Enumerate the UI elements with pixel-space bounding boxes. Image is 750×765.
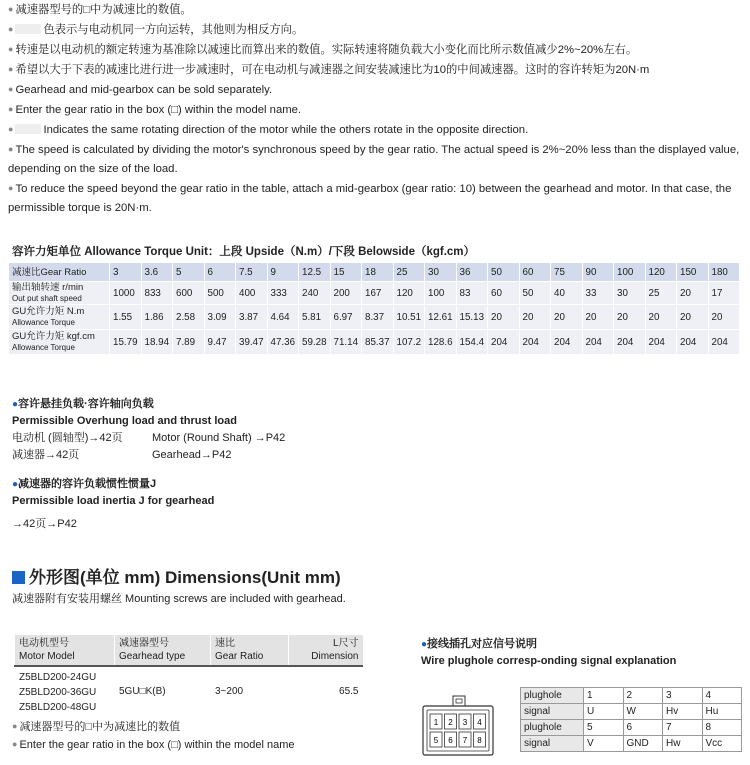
ratios-cell: 50 [488,263,520,282]
signal-cell: V [584,736,624,752]
dimensions-title: 外形图(单位 mm) Dimensions(Unit mm) [12,563,341,588]
nm-cell: 10.51 [393,305,425,330]
speeds-cell: 25 [645,282,677,305]
ratios-cell: 3.6 [141,263,173,282]
bullet-icon: ● [8,4,14,14]
speeds-cell: 100 [425,282,457,305]
speeds-cell: 1000 [110,282,142,305]
kgf-cell: 107.2 [393,330,425,355]
inertia-section [12,476,214,533]
speeds-cell: 120 [393,282,425,305]
nm-cell: 20 [582,305,614,330]
row-label-cell: plughole [521,688,584,704]
nm-cell: 15.13 [456,305,488,330]
pin-number: 8 [477,736,482,745]
bullet-icon: ● [8,84,14,94]
pin-number: 7 [462,736,468,745]
nm-cell: 4.64 [267,305,299,330]
speeds-cell: 20 [677,282,709,305]
note-item: ● 色表示与电动机同一方向运转，其他则为相反方向。 [8,24,304,36]
note-item: ● 减速器型号的□中为减速比的数值。 [8,4,192,16]
signal-cell: 3 [663,688,703,704]
kgf-cell: 15.79 [110,330,142,355]
ratios-cell: 100 [614,263,646,282]
speeds-cell: 333 [267,282,299,305]
kgf-cell: 71.14 [330,330,362,355]
ratios-cell: 75 [551,263,583,282]
bullet-icon: ● [12,399,19,410]
bullet-icon: ● [8,183,14,193]
table-row [521,720,742,736]
pin-number: 4 [477,718,482,727]
signal-cell: 5 [584,720,624,736]
kgf-cell: 39.47 [236,330,268,355]
speeds-cell: 30 [614,282,646,305]
footer-note-en: ● Enter the gear ratio in the box (□) within the model name [12,739,295,751]
ratios-cell: 90 [582,263,614,282]
speeds-cell: 60 [488,282,520,305]
speeds-cell: 83 [456,282,488,305]
ratios-cell: 6 [204,263,236,282]
nm-cell: 20 [488,305,520,330]
header-dimension: L尺寸 Dimension [289,635,363,666]
torque-table [8,262,740,355]
ratios-cell: 15 [330,263,362,282]
nm-cell: 20 [614,305,646,330]
torque-nm-label: GU允许力矩 N.m Allowance Torque [9,305,110,330]
kgf-cell: 204 [488,330,520,355]
dimensions-subtitle: 减速器附有安装用螺丝 Mounting screws are included with gearhead. [12,593,346,605]
ratios-cell: 36 [456,263,488,282]
overhung-heading-en: Permissible Overhung load and thrust load [12,415,237,427]
ratios-cell: 150 [677,263,709,282]
pin-number: 5 [433,736,439,745]
signal-cell: Hv [663,704,703,720]
header-gearhead-type: 减速器型号 Gearhead type [115,635,211,666]
note-item: ● To reduce the speed beyond the gear ratio in the table, attach a mid-gearbox (gear ratio: 10) between the gearhead and motor. In that case, the permissible torque is 20N·m. [8,183,732,214]
torque-kgf-label: GU允许力矩 kgf.cm Allowance Torque [9,330,110,355]
torque-table-title: 容许力矩单位 Allowance Torque Unit：上段 Upside（N.m）/下段 Belowside（kgf.cm） [12,246,476,258]
square-icon [12,571,25,584]
nm-cell: 8.37 [362,305,394,330]
header-gear-ratio: 速比 Gear Ratio [211,635,289,666]
table-row [15,666,363,715]
signal-cell: 6 [623,720,663,736]
kgf-cell: 47.36 [267,330,299,355]
note-item: ● Indicates the same rotating direction of the motor while the others rotate in the opposite direction. [8,124,529,136]
nm-cell: 1.55 [110,305,142,330]
inertia-ref: →42页→P42 [12,518,77,530]
note-item: ● Enter the gear ratio in the box (□) within the model name. [8,104,302,116]
speeds-cell: 500 [204,282,236,305]
dimension-cell: 65.5 [289,666,363,715]
table-row [521,688,742,704]
signal-cell: 7 [663,720,703,736]
signal-cell: 2 [623,688,663,704]
pin-number: 3 [462,718,468,727]
kgf-cell: 9.47 [204,330,236,355]
note-item: ● Gearhead and mid-gearbox can be sold separately. [8,84,273,96]
note-item: ● 转速是以电动机的额定转速为基准除以减速比而算出来的数值。实际转速将随负载大小变化而比所示数值减少2%~20%左右。 [8,44,638,56]
kgf-cell: 128.6 [425,330,457,355]
table-row-output-speed [9,282,740,305]
overhung-load-section [12,396,285,464]
kgf-cell: 7.89 [173,330,205,355]
kgf-cell: 204 [551,330,583,355]
speeds-cell: 17 [708,282,740,305]
speeds-cell: 167 [362,282,394,305]
speeds-cell: 240 [299,282,331,305]
speeds-cell: 200 [330,282,362,305]
kgf-cell: 18.94 [141,330,173,355]
gear-ratio-cell: 3~200 [211,666,289,715]
overhung-motor-ref: 电动机 (圆轴型)→42页 Motor (Round Shaft) →P42 [12,432,286,444]
kgf-cell: 154.4 [456,330,488,355]
speeds-cell: 600 [173,282,205,305]
gear-ratio-label: 减速比Gear Ratio [9,263,110,282]
inertia-heading-en: Permissible load inertia J for gearhead [12,495,215,507]
model-table [14,635,363,715]
color-swatch [15,124,41,134]
output-speed-label: 输出轴转速 r/min Out put shaft speed [9,282,110,305]
ratios-cell: 25 [393,263,425,282]
notes-list [8,0,748,218]
ratios-cell: 7.5 [236,263,268,282]
note-item: ● The speed is calculated by dividing the motor's synchronous speed by the gear ratio. The actual speed is 2%~20% less than the displayed value, depending on the size of the load. [8,144,740,175]
bullet-icon: ● [421,639,428,650]
row-label-cell: signal [521,736,584,752]
nm-cell: 3.87 [236,305,268,330]
speeds-cell: 833 [141,282,173,305]
bullet-icon: ● [8,144,14,154]
bullet-icon: ● [8,24,14,34]
wiring-section-heading: ●接线插孔对应信号说明 Wire plughole corresp-onding signal explanation [421,638,677,667]
nm-cell: 20 [645,305,677,330]
signal-cell: 8 [702,720,742,736]
ratios-cell: 18 [362,263,394,282]
model-table-header [15,635,363,666]
header-motor-model: 电动机型号 Motor Model [15,635,115,666]
kgf-cell: 204 [677,330,709,355]
table-row-torque-nm [9,305,740,330]
signal-cell: Vcc [702,736,742,752]
bullet-icon: ● [8,44,14,54]
ratios-cell: 180 [708,263,740,282]
nm-cell: 12.61 [425,305,457,330]
nm-cell: 5.81 [299,305,331,330]
row-label-cell: signal [521,704,584,720]
ratios-cell: 60 [519,263,551,282]
nm-cell: 6.97 [330,305,362,330]
ratios-cell: 12.5 [299,263,331,282]
kgf-cell: 204 [519,330,551,355]
kgf-cell: 204 [645,330,677,355]
signal-cell: 4 [702,688,742,704]
pin-number: 1 [433,718,439,727]
overhung-heading-zh: ●容许悬挂负载·容许轴向负载 [12,398,154,410]
signal-cell: Hw [663,736,703,752]
bullet-icon: ● [12,721,18,731]
ratios-cell: 30 [425,263,457,282]
pin-number: 2 [448,718,453,727]
signal-table [520,687,742,752]
kgf-cell: 204 [582,330,614,355]
nm-cell: 2.58 [173,305,205,330]
signal-cell: W [623,704,663,720]
gearhead-type-cell: 5GU□K(B) [115,666,211,715]
ratios-cell: 9 [267,263,299,282]
table-row [521,736,742,752]
bullet-icon: ● [8,124,14,134]
signal-cell: Hu [702,704,742,720]
kgf-cell: 59.28 [299,330,331,355]
overhung-gear-ref: 减速器→42页 Gearhead→P42 [12,449,232,461]
speeds-cell: 33 [582,282,614,305]
connector-plughole-diagram [420,695,496,757]
table-row [521,704,742,720]
signal-cell: 1 [584,688,624,704]
table-row-torque-kgf [9,330,740,355]
speeds-cell: 40 [551,282,583,305]
ratios-cell: 5 [173,263,205,282]
inertia-heading-zh: ●减速器的容许负载惯性惯量J [12,478,157,490]
kgf-cell: 204 [614,330,646,355]
bullet-icon: ● [8,64,14,74]
nm-cell: 20 [708,305,740,330]
speeds-cell: 50 [519,282,551,305]
bullet-icon: ● [8,104,14,114]
ratios-cell: 120 [645,263,677,282]
color-swatch [15,24,41,34]
nm-cell: 3.09 [204,305,236,330]
bullet-icon: ● [12,479,19,490]
nm-cell: 20 [677,305,709,330]
nm-cell: 20 [519,305,551,330]
nm-cell: 20 [551,305,583,330]
row-label-cell: plughole [521,720,584,736]
kgf-cell: 85.37 [362,330,394,355]
footer-note-zh: ● 减速器型号的□中为减速比的数值 [12,721,181,733]
pin-number: 6 [448,736,453,745]
kgf-cell: 204 [708,330,740,355]
signal-cell: GND [623,736,663,752]
signal-cell: U [584,704,624,720]
motor-model-cell: Z5BLD200-24GU Z5BLD200-36GU Z5BLD200-48GU [15,666,115,715]
speeds-cell: 400 [236,282,268,305]
note-item: ● 希望以大于下表的减速比进行进一步减速时，可在电动机与减速器之间安装减速比为10的中间减速器。这时的容许转矩为20N·m [8,64,650,76]
nm-cell: 1.86 [141,305,173,330]
ratios-cell: 3 [110,263,142,282]
bullet-icon: ● [12,739,18,749]
table-row-gear-ratio [9,263,740,282]
